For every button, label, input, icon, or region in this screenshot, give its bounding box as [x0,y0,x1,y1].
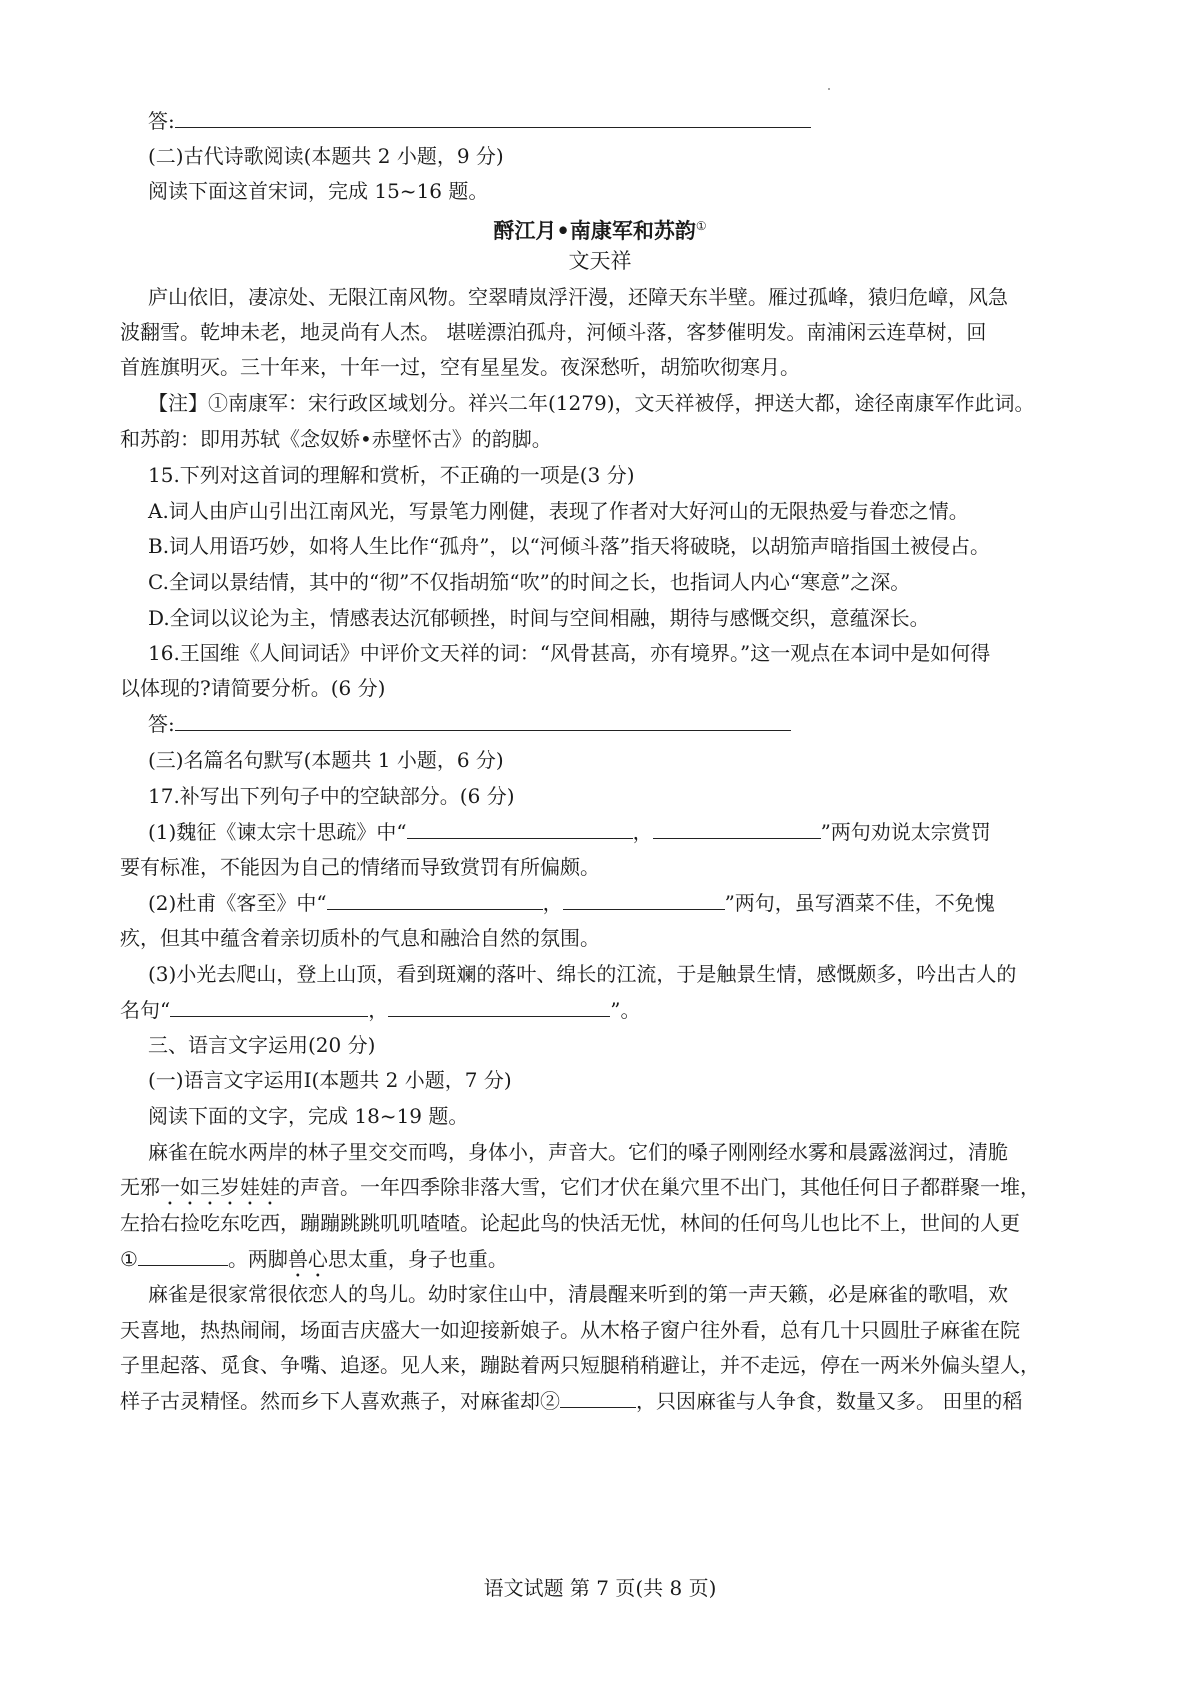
passage-text: 思太重，身子也重。 [327,1247,508,1271]
passage-line: 天喜地，热热闹闹，场面吉庆盛大一如迎接新娘子。从木格子窗户往外看，总有几十只圆肚子麻雀在院 [120,1318,1020,1342]
emphasized-text: 兽心 [287,1247,328,1271]
fill-blank[interactable] [170,996,368,1017]
q15-option-b: B.词人用语巧妙，如将人生比作“孤舟”，以“河倾斗落”指天将破晓，以胡笳声暗指国土被侵占。 [148,534,990,558]
q15-option-d: D.全词以议论为主，情感表达沉郁顿挫，时间与空间相融，期待与感慨交织，意蕴深长。 [148,606,930,630]
fill-blank-2[interactable] [560,1387,636,1408]
sub-1-intro: 阅读下面的文字，完成 18~19 题。 [148,1104,469,1128]
fill-blank[interactable] [327,889,543,910]
q17-stem: 17.补写出下列句子中的空缺部分。(6 分) [148,784,515,808]
passage-line: 子里起落、觅食、争嘴、追逐。见人来，蹦跶着两只短腿稍稍避让，并不走远，停在一两米外偏头望人， [120,1353,1040,1377]
q17-item-1 [148,818,991,846]
passage-line [120,1387,1022,1415]
q15-stem: 15.下列对这首词的理解和赏析，不正确的一项是(3 分) [148,463,635,487]
note-line: 和苏韵：即用苏轼《念奴娇•赤壁怀古》的韵脚。 [120,427,552,451]
page-footer: 语文试题 第 7 页(共 8 页) [483,1576,717,1600]
fill-blank[interactable] [653,818,821,839]
q15-option-a: A.词人由庐山引出江南风光，写景笔力刚健，表现了作者对大好河山的无限热爱与眷恋之情。 [148,499,969,523]
q17-item-2 [148,889,995,917]
section-2-intro: 阅读下面这首宋词，完成 15~16 题。 [148,179,489,203]
answer-blank[interactable] [175,107,811,128]
q17-item-1-cont: 要有标准，不能因为自己的情绪而导致赏罚有所偏颇。 [120,855,600,879]
passage-line: 左拾右捡吃东吃西，蹦蹦跳跳叽叽喳喳。论起此鸟的快活无忧，林间的任何鸟儿也比不上，世间的人更 [120,1211,1020,1235]
part-3-header: 三、语言文字运用(20 分) [148,1033,376,1057]
poem-line: 波翻雪。乾坤未老，地灵尚有人杰。 堪嗟漂泊孤舟，河倾斗落，客梦催明发。南浦闲云连草树，回 [120,320,987,344]
q15-option-c: C.全词以景结情，其中的“彻”不仅指胡笳“吹”的时间之长，也指词人内心“寒意”之深。 [148,570,911,594]
q17-text: ， [542,891,563,915]
passage-text: 的声音。一年四季除非落大雪，它们才伏在巢穴里不出门，其他任何日子都群聚一堆， [280,1175,1040,1199]
passage-text: ，只因麻雀与人争食，数量又多。 田里的稻 [636,1389,1023,1413]
fill-blank[interactable] [407,818,633,839]
q17-text: ， [368,998,389,1022]
sub-1-header: (一)语言文字运用Ⅰ(本题共 2 小题，7 分) [148,1068,512,1092]
poem-title-note-mark: ① [695,219,707,233]
answer-line-1 [148,107,811,135]
answer-line-2 [148,710,791,738]
q17-item-2-cont: 疚，但其中蕴含着亲切质朴的气息和融洽自然的氛围。 [120,926,600,950]
poem-author: 文天祥 [568,249,632,273]
poem-line: 庐山依旧，凄凉处、无限江南风物。空翠晴岚浮汗漫，还障天东半壁。雁过孤峰，猿归危嶂，风急 [148,285,1008,309]
q17-text: ”两句，虽写酒菜不佳，不免愧 [724,891,995,915]
q17-item-3: (3)小光去爬山，登上山顶，看到斑斓的落叶、绵长的江流，于是触景生情，感慨颇多，吟出古人的 [148,962,1017,986]
q17-text: ”。 [610,998,641,1022]
passage-text: ① [120,1247,138,1271]
q17-text: (1)魏征《谏太宗十思疏》中“ [148,820,407,844]
passage-line: 麻雀是很家常很依恋人的鸟儿。幼时家住山中，清晨醒来听到的第一声天籁，必是麻雀的歌唱，欢 [148,1282,1008,1306]
fill-blank[interactable] [563,889,725,910]
q17-text: ”两句劝说太宗赏罚 [820,820,991,844]
passage-text: 。两脚 [227,1247,288,1271]
poem-line: 首旌旗明灭。三十年来，十年一过，空有星星发。夜深愁听，胡笳吹彻寒月。 [120,355,800,379]
passage-line: 麻雀在皖水两岸的林子里交交而鸣，身体小，声音大。它们的嗓子刚刚经水雾和晨露滋润过，清脆 [148,1140,1008,1164]
poem-title-text: 酹江月•南康军和苏韵 [493,218,696,243]
q17-text: 名句“ [120,998,171,1022]
q17-item-3-cont [120,996,640,1024]
passage-line [120,1173,1040,1210]
section-3-header: (三)名篇名句默写(本题共 1 小题，6 分) [148,748,504,772]
emphasized-text: 一如三岁娃娃 [160,1175,280,1199]
passage-line [120,1245,508,1282]
q16-line: 以体现的?请简要分析。(6 分) [120,676,386,700]
q16-line: 16.王国维《人间词话》中评价文天祥的词：“风骨甚高，亦有境界。”这一观点在本词中是如何得 [148,641,991,665]
fill-blank-1[interactable] [138,1245,228,1266]
q17-text: ， [632,820,653,844]
note-line: 【注】①南康军：宋行政区域划分。祥兴二年(1279)，文天祥被俘，押送大都，途径南康军作此词。 [148,391,1035,415]
answer-label: 答: [148,109,175,133]
answer-blank[interactable] [175,710,791,731]
section-2-header: (二)古代诗歌阅读(本题共 2 小题，9 分) [148,144,504,168]
passage-text: 样子古灵精怪。然而乡下人喜欢燕子，对麻雀却② [120,1389,560,1413]
q17-text: (2)杜甫《客至》中“ [148,891,327,915]
scan-speck [828,88,830,90]
poem-title [0,212,1200,245]
answer-label: 答: [148,712,175,736]
passage-text: 无邪 [120,1175,160,1199]
fill-blank[interactable] [388,996,610,1017]
